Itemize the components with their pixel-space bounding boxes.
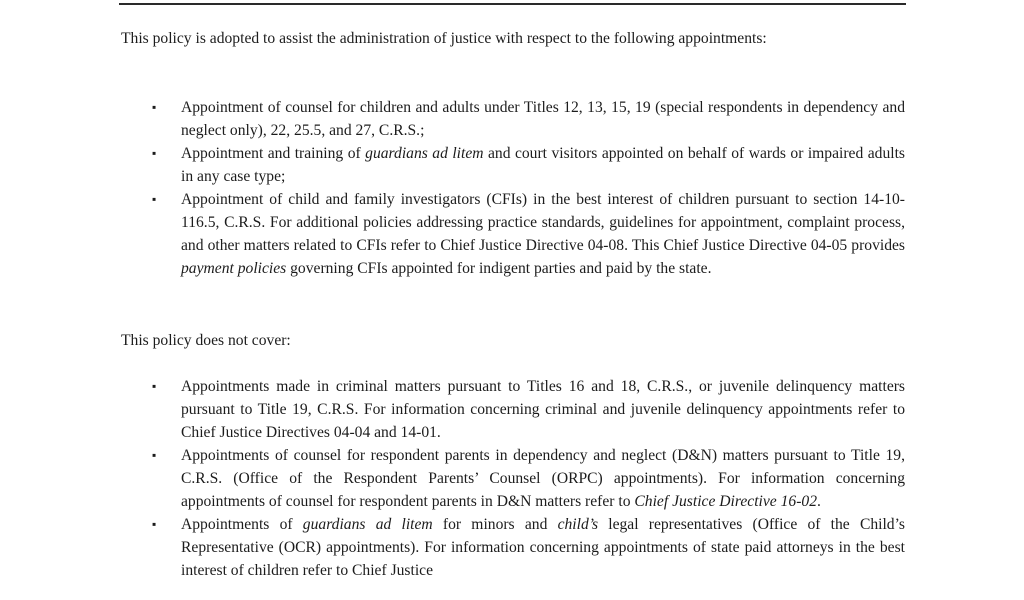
text-segment: legal representatives (Office of the Child’s Representative (OCR) appointments). For information concerning appointments of state paid attorneys in the best interest of children refer to Chief Justice — [181, 516, 906, 579]
bullet-icon: ▪ — [152, 146, 157, 160]
bullet-icon: ▪ — [152, 100, 157, 114]
text-segment: Appointment of counsel for children and adults under Titles 12, 13, 15, 19 (special respondents in dependency and neglect only), 22, 25.5, and 27, C.R.S.; — [181, 99, 905, 139]
top-rule-divider — [119, 3, 906, 5]
text-segment: for minors and — [432, 516, 558, 533]
italic-text-segment: payment policies — [181, 260, 287, 277]
text-segment: Appointment and training of — [181, 145, 366, 162]
text-segment: governing CFIs appointed for indigent parties and paid by the state. — [286, 260, 712, 277]
list-item — [121, 96, 905, 142]
text-segment: Appointments made in criminal matters pursuant to Titles 16 and 18, C.R.S., or juvenile delinquency matters pursuant to Title 19, C.R.S. For information concerning criminal and juvenile delinquency appointments refer to Chief Justice Directives 04-04 and 14-01. — [181, 378, 905, 441]
text-segment: Appointments of counsel for respondent parents in dependency and neglect (D&N) matters pursuant to Title 19, C.R.S. (Office of the Respondent Parents’ Counsel (ORPC) appointments). For information concerning appointments of counsel for respondent parents in D&N matters refer to — [181, 447, 905, 510]
bullet-icon: ▪ — [152, 517, 157, 531]
italic-text-segment: guardians ad litem — [365, 145, 484, 162]
italic-text-segment: guardians ad litem — [302, 516, 433, 533]
text-segment: Appointment of child and family investigators (CFIs) in the best interest of children pursuant to section 14-10-116.5, C.R.S. For additional policies addressing practice standards, guidelines for appointment, complaint process, and other matters related to CFIs refer to Chief Justice Directive 04-08. This Chief Justice Directive 04-05 provides — [181, 191, 905, 254]
list-item — [121, 513, 905, 582]
text-segment: . — [817, 493, 821, 510]
not-cover-paragraph: This policy does not cover: — [121, 332, 291, 349]
bullet-icon: ▪ — [152, 379, 157, 393]
text-segment: and court visitors appointed on behalf of wards or impaired adults in any case type; — [181, 145, 905, 185]
list-item — [121, 444, 905, 513]
intro-paragraph: This policy is adopted to assist the administration of justice with respect to the following appointments: — [121, 30, 767, 47]
list-item — [121, 375, 905, 444]
bullet-icon: ▪ — [152, 448, 157, 462]
covered-appointments-list — [121, 96, 905, 280]
list-item — [121, 142, 905, 188]
text-segment: Appointments of — [181, 516, 303, 533]
bullet-icon: ▪ — [152, 192, 157, 206]
italic-text-segment: Chief Justice Directive 16-02 — [634, 493, 817, 510]
list-item — [121, 188, 905, 280]
italic-text-segment: child’s — [557, 516, 599, 533]
not-covered-appointments-list — [121, 375, 905, 582]
